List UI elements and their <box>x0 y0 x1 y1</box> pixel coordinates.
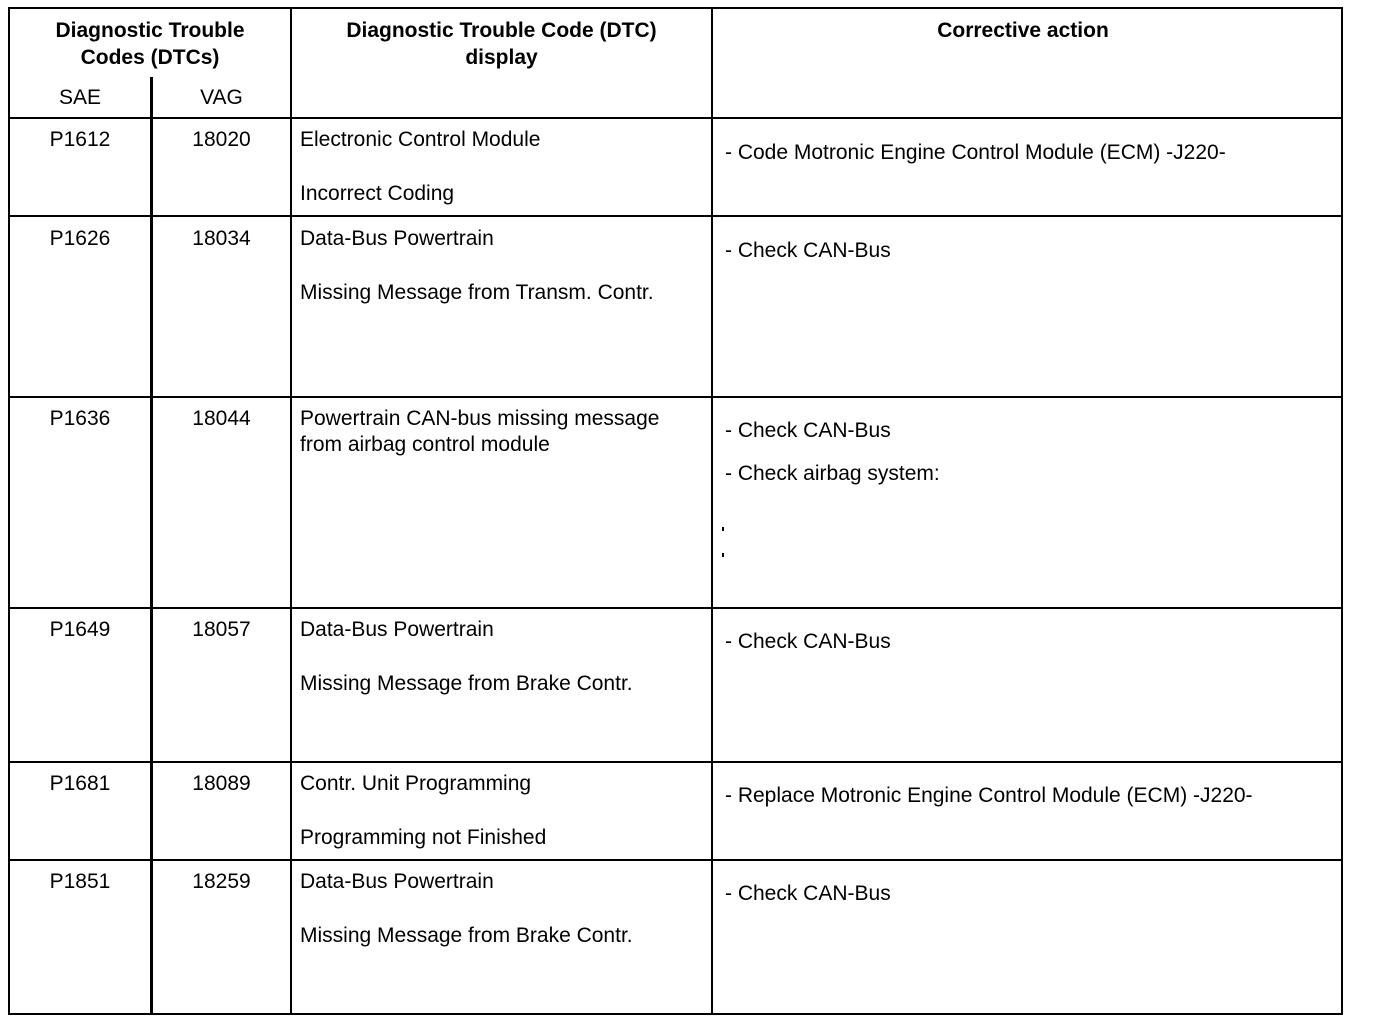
corrective-action-text: - Check CAN-Bus <box>725 630 891 653</box>
dtc-display-text: Contr. Unit Programming Programming not Finished <box>300 772 547 849</box>
dtc-display-text: Electronic Control Module Incorrect Coding <box>300 128 541 205</box>
sae-code: P1612 <box>49 128 111 151</box>
dtc-table <box>8 7 1343 1015</box>
row-divider <box>8 215 1343 217</box>
vag-code: 18044 <box>192 407 251 430</box>
row-divider <box>8 761 1343 763</box>
sae-code: P1681 <box>49 772 111 795</box>
sae-code: P1649 <box>49 618 111 641</box>
dtc-display-text: Data-Bus Powertrain Missing Message from Brake Contr. <box>300 870 633 947</box>
corrective-action-text: - Check CAN-Bus <box>725 239 891 262</box>
dtc-display-text: Powertrain CAN-bus missing message from airbag control module <box>300 407 666 456</box>
row-divider <box>8 396 1343 398</box>
corrective-action-text: - Code Motronic Engine Control Module (ECM) -J220- <box>725 141 1226 164</box>
faint-mark <box>722 527 724 531</box>
dtc-display-header: Diagnostic Trouble Code (DTC) display <box>346 19 657 69</box>
sae-header: SAE <box>58 86 102 109</box>
vag-code: 18259 <box>192 870 251 893</box>
dtc-codes-header: Diagnostic Trouble Codes (DTCs) <box>55 19 245 69</box>
sae-code: P1626 <box>49 227 111 250</box>
corrective-action-text: - Replace Motronic Engine Control Module (ECM) -J220- <box>725 784 1253 807</box>
vag-code: 18089 <box>192 772 251 795</box>
corrective-action-text: - Check CAN-Bus - Check airbag system: <box>725 419 940 485</box>
vag-code: 18057 <box>192 618 251 641</box>
faint-mark <box>722 553 724 557</box>
vag-code: 18020 <box>192 128 251 151</box>
row-divider <box>8 859 1343 861</box>
sae-code: P1851 <box>49 870 111 893</box>
vag-code: 18034 <box>192 227 251 250</box>
dtc-display-text: Data-Bus Powertrain Missing Message from Transm. Contr. <box>300 227 654 304</box>
column-divider <box>290 7 292 1015</box>
row-divider <box>8 117 1343 119</box>
column-divider <box>711 7 713 1015</box>
dtc-display-text: Data-Bus Powertrain Missing Message from Brake Contr. <box>300 618 633 695</box>
corrective-action-header: Corrective action <box>937 19 1109 42</box>
sae-code: P1636 <box>49 407 111 430</box>
vag-header: VAG <box>200 86 243 109</box>
row-divider <box>8 607 1343 609</box>
corrective-action-text: - Check CAN-Bus <box>725 882 891 905</box>
